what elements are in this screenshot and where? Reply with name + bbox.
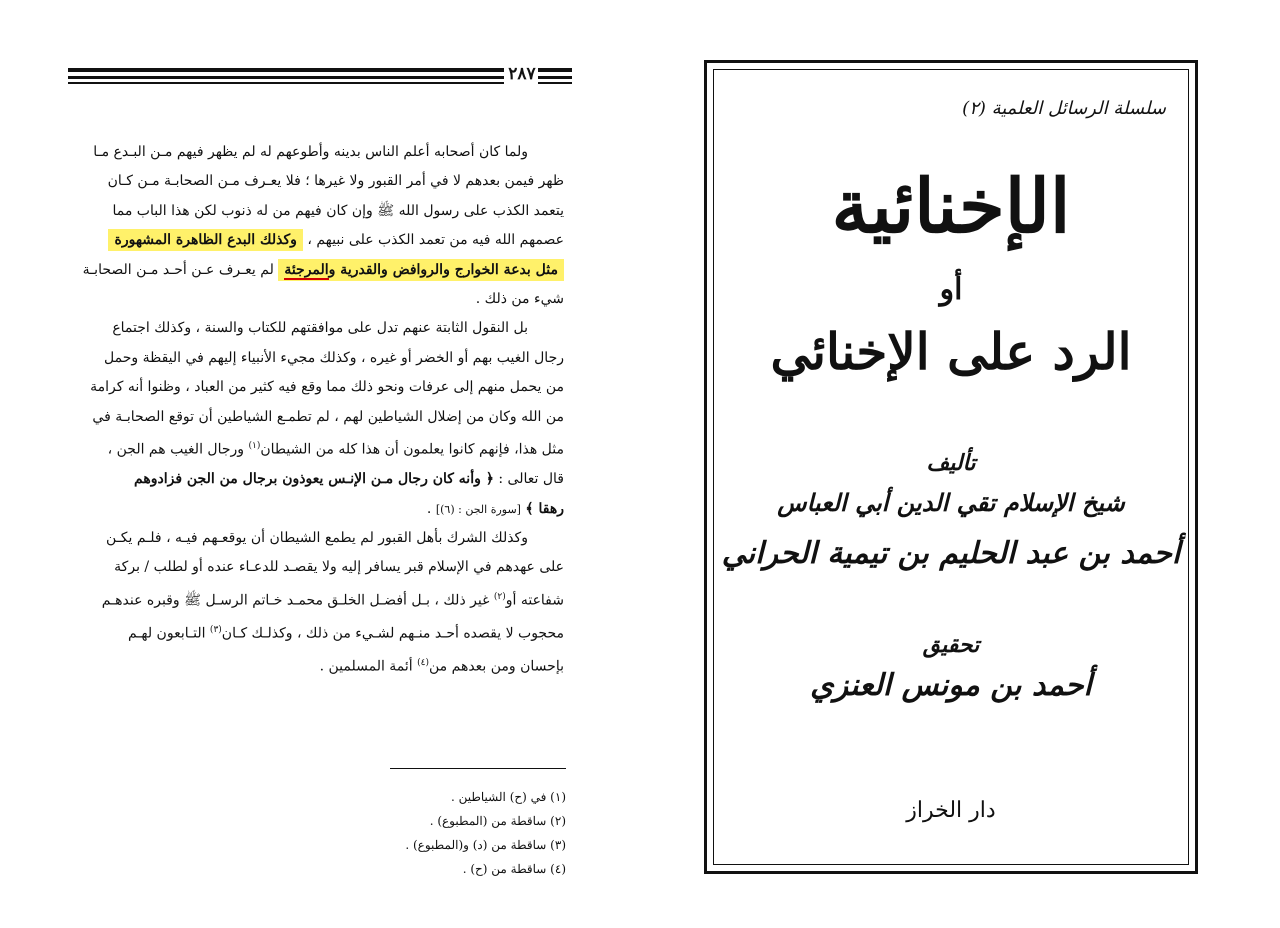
rule-line xyxy=(68,68,504,72)
rule-line xyxy=(68,76,504,79)
text-span: غير ذلك ، بـل أفضـل الخلـق محمـد خـاتم الرسـل ﷺ وقبره عندهـم xyxy=(101,592,490,609)
rule-line xyxy=(538,76,572,79)
text-line xyxy=(80,432,564,465)
quran-verse: ﴿ وأنه كان رجال مـن الإنـس يعوذون برجال من الجن فزادوهم xyxy=(134,471,494,488)
rule-line xyxy=(68,82,504,84)
publisher-name: دار الخراز xyxy=(906,798,996,823)
cover-inner-frame xyxy=(713,69,1189,865)
text-span: أئمة المسلمين . xyxy=(319,658,413,675)
text-line: يتعمد الكذب على رسول الله ﷺ وإن كان فيهم من له ذنوب لكن هذا الباب مما xyxy=(112,202,564,219)
text-line: من يحمل منهم إلى عرفات ونحو ذلك مما وقع فيه كثير من العباد ، وظنوا أنه كرامة xyxy=(90,379,564,396)
text-line: شيء من ذلك . xyxy=(475,291,564,308)
underlined-text: المرجئة xyxy=(284,261,329,278)
text-line xyxy=(80,495,564,524)
highlighted-text xyxy=(278,259,564,281)
footnote-divider xyxy=(390,768,566,769)
book-subtitle: الرد على الإخنائي xyxy=(770,322,1132,381)
text-span: شفاعته أو xyxy=(505,592,564,609)
text-line xyxy=(80,465,564,494)
text-line xyxy=(80,583,564,616)
text-span: . xyxy=(426,500,432,517)
author-line-1: شيخ الإسلام تقي الدين أبي العباس xyxy=(777,488,1125,517)
text-span: مثل هذا، فإنهم كانوا يعلمون أن هذا كله من الشيطان xyxy=(260,441,564,458)
footnote-ref: (٣) xyxy=(209,624,222,635)
body-text xyxy=(80,138,564,682)
text-span: عصمهم الله فيه من تعمد الكذب على نبيهم ، xyxy=(307,232,564,249)
highlighted-text: وكذلك البدع الظاهرة المشهورة xyxy=(108,229,302,251)
text-line: وكذلك الشرك بأهل القبور لم يطمع الشيطان أن يوقعـهم فيـه ، فلـم يكـن xyxy=(106,529,528,546)
footnote-ref: (٢) xyxy=(493,591,506,602)
footnote-ref: (١) xyxy=(248,441,261,452)
page-number: ٢٨٧ xyxy=(508,64,536,84)
cover-page xyxy=(704,60,1198,874)
text-span: ورجال الغيب هم الجن ، xyxy=(107,441,245,458)
footnotes xyxy=(300,785,566,881)
series-title: سلسلة الرسائل العلمية (٢) xyxy=(962,98,1166,119)
text-line: ظهر فيمن بعدهم لا في أمر القبور ولا غيرها ؛ فلا يعـرف مـن الصحابـة مـن كـان xyxy=(107,173,564,190)
title-connector: أو xyxy=(939,272,963,307)
text-line xyxy=(80,649,564,682)
footnote: (٣) ساقطة من (د) و(المطبوع) . xyxy=(405,838,566,852)
text-line: من الله وكان من إضلال الشياطين لهم ، لم تطمـع الشياطين أن توقع الصحابـة في xyxy=(92,408,564,425)
footnote-ref: (٤) xyxy=(417,657,430,668)
text-span: مثل بدعة الخوارج والروافض والقدرية و xyxy=(328,261,558,278)
text-span: بإحسان ومن بعدهم من xyxy=(429,658,564,675)
text-span: لم يعـرف عـن أحـد مـن الصحابـة xyxy=(82,261,274,278)
footnote: (٢) ساقطة من (المطبوع) . xyxy=(429,814,566,828)
text-line xyxy=(80,226,564,255)
footnote: (٤) ساقطة من (ح) . xyxy=(462,862,566,876)
text-span: محجوب لا يقصده أحـد منـهم لشـيء من ذلك ، وكذلـك كـان xyxy=(221,625,564,642)
text-line xyxy=(80,616,564,649)
header-rule xyxy=(68,64,572,84)
authorship-label: تأليف xyxy=(926,450,976,476)
text-line: ولما كان أصحابه أعلم الناس بدينه وأطوعهم له لم يظهر فيهم مـن البـدع مـا xyxy=(93,144,528,160)
text-line xyxy=(80,256,564,285)
editor-name: أحمد بن مونس العنزي xyxy=(810,668,1092,703)
rule-line xyxy=(538,82,572,84)
text-line: بل النقول الثابتة عنهم تدل على موافقتهم للكتاب والسنة ، وكذلك اجتماع xyxy=(112,320,528,337)
footnote: (١) في (ح) الشياطين . xyxy=(450,790,566,804)
verse-reference: [سورة الجن : (٦)] xyxy=(435,502,521,516)
book-title: الإخنائية xyxy=(831,164,1071,250)
quran-verse: رهقا ﴾ xyxy=(525,500,564,517)
author-line-2: أحمد بن عبد الحليم بن تيمية الحراني xyxy=(721,536,1181,571)
text-span: التـابعون لهـم xyxy=(127,625,206,642)
text-line: رجال الغيب بهم أو الخضر أو غيره ، وكذلك مجيء الأنبياء إليهم في اليقظة وحمل xyxy=(104,349,564,366)
text-span: قال تعالى : xyxy=(498,471,564,488)
editor-label: تحقيق xyxy=(922,632,980,658)
rule-line xyxy=(538,68,572,72)
text-line: على عهدهم في الإسلام قبر يسافر إليه ولا يقصـد للدعـاء عنده أو لطلب / بركة xyxy=(114,559,564,576)
